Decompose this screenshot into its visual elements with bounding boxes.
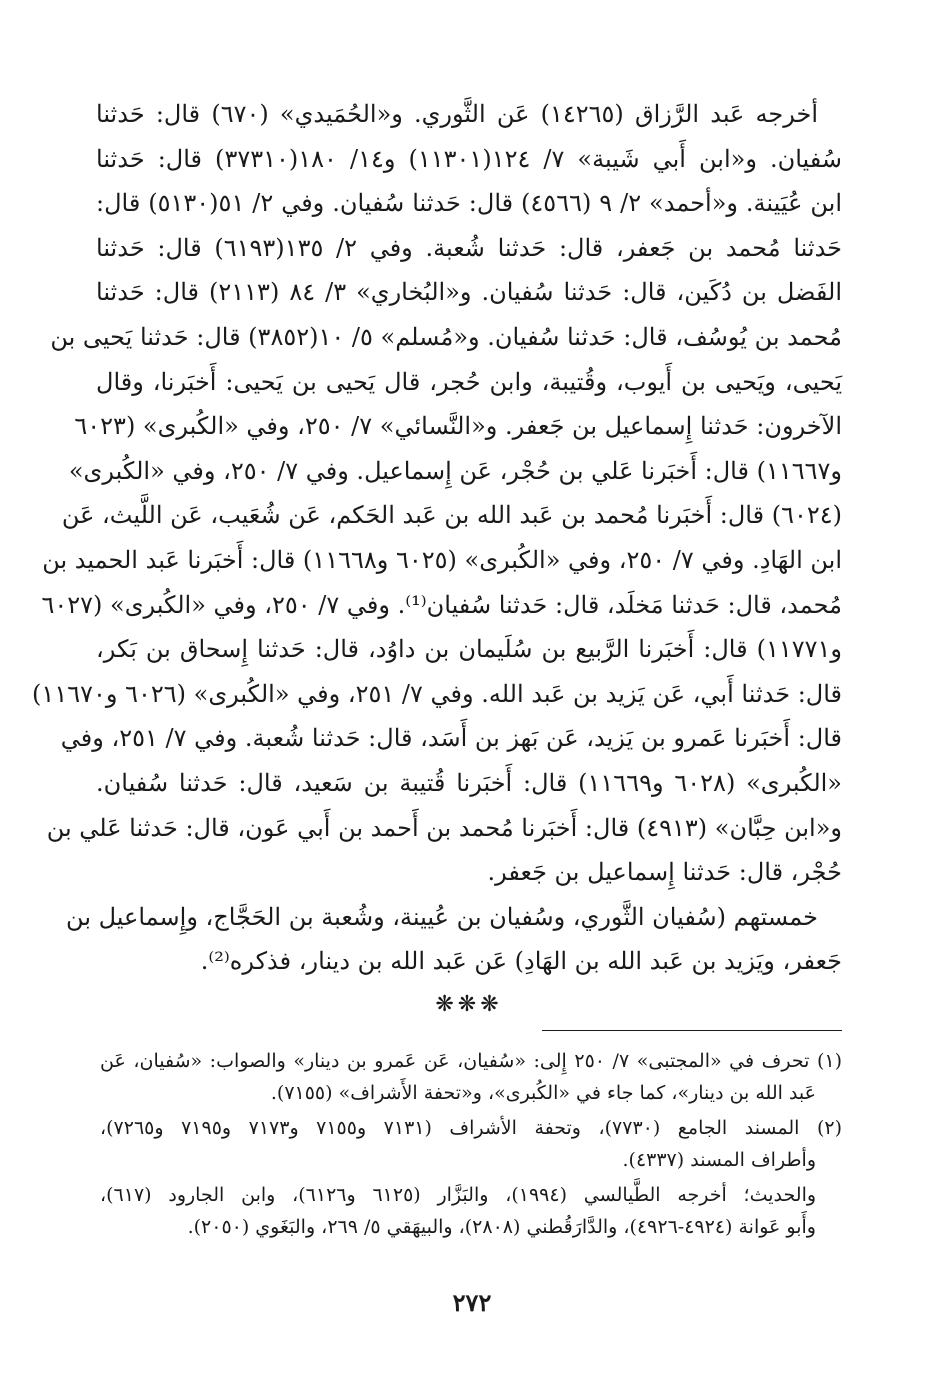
section-separator: ❋❋❋ bbox=[435, 991, 503, 1017]
footnote-1-line: عَبد الله بن دينار»، كما جاء في «الكُبرى»، و«تحفة الأَشراف» (٧١٥٥). bbox=[270, 1081, 816, 1104]
text-line: حُجْر، قال: حَدثنا إِسماعيل بن جَعفر. bbox=[487, 858, 842, 887]
footnotes-block bbox=[100, 1046, 842, 1243]
text-line: سُفيان. و«ابن أَبي شَيبة» ٧/ ١٢٤(١١٣٠١) و١٤/ ١٨٠(٣٧٣١٠) قال: حَدثنا bbox=[96, 144, 843, 173]
footnote-1-line: (١) تحرف في «المجتبى» ٧/ ٢٥٠ إِلى: «سُفيان، عَن عَمرو بن دينار» والصواب: «سُفيان، عَن bbox=[100, 1050, 842, 1072]
main-text-block bbox=[32, 92, 843, 1022]
footnote-2-hadith-line: وأَبو عَوانة (٤٩٢٤-٤٩٢٦)، والدَّارَقُطني (٢٨٠٨)، والبيهَقي ٥/ ٢٦٩، والبَغَوي (٢٠٥٠). bbox=[187, 1215, 816, 1238]
text-line: الفَضل بن دُكَين، قال: حَدثنا سُفيان. و«البُخاري» ٣/ ٨٤ (٢١١٣) قال: حَدثنا bbox=[96, 278, 842, 307]
text-line: حَدثنا مُحمد بن جَعفر، قال: حَدثنا شُعبة. وفي ٢/ ١٣٥(٦١٩٣) قال: حَدثنا bbox=[96, 233, 842, 262]
summary-line: جَعفر، ويَزيد بن عَبد الله بن الهَادِ) عَن عَبد الله بن دينار، فذكره⁽²⁾. bbox=[200, 947, 842, 976]
text-line: ابن عُيَينة. و«أحمد» ٢/ ٩ (٤٥٦٦) قال: حَدثنا سُفيان. وفي ٢/ ٥١(٥١٣٠) قال: bbox=[96, 189, 842, 218]
page-number: ٢٧٢ bbox=[452, 1288, 492, 1317]
footnote-2-line: وأطراف المسند (٤٣٣٧). bbox=[622, 1148, 816, 1171]
footnote-divider bbox=[542, 1030, 842, 1031]
text-line: و«ابن حِبَّان» (٤٩١٣) قال: أَخبَرنا مُحمد بن أَحمد بن أَبي عَون، قال: حَدثنا عَلي بن bbox=[46, 813, 842, 842]
text-line: قال: حَدثنا أَبي، عَن يَزيد بن عَبد الله. وفي ٧/ ٢٥١، وفي «الكُبرى» (٦٠٢٦ و١١٦٧٠) bbox=[32, 679, 842, 708]
text-line: مُحمد، قال: حَدثنا مَخلَد، قال: حَدثنا سُفيان⁽¹⁾. وفي ٧/ ٢٥٠، وفي «الكُبرى» (٦٠٢٧ bbox=[41, 590, 842, 619]
footnote-2-hadith-line: والحديث؛ أخرجه الطَّيالسي (١٩٩٤)، والبَزَّار (٦١٢٥ و٦١٢٦)، وابن الجارود (٦١٧)، bbox=[100, 1184, 817, 1206]
summary-line: خمستهم (سُفيان الثَّوري، وسُفيان بن عُيينة، وشُعبة بن الحَجَّاج، وإِسماعيل بن bbox=[66, 902, 818, 931]
text-line: قال: أَخبَرنا عَمرو بن يَزيد، عَن بَهز بن أَسَد، قال: حَدثنا شُعبة. وفي ٧/ ٢٥١، وفي bbox=[60, 724, 842, 753]
footnote-2-line: (٢) المسند الجامع (٧٧٣٠)، وتحفة الأشراف (٧١٣١ و٧١٥٥ و٧١٧٣ و٧١٩٥ و٧٢٦٥)، bbox=[100, 1117, 842, 1139]
text-line: «الكُبرى» (٦٠٢٨ و١١٦٦٩) قال: أَخبَرنا قُتيبة بن سَعيد، قال: حَدثنا سُفيان. bbox=[96, 768, 842, 797]
text-line: أخرجه عَبد الرَّزاق (١٤٢٦٥) عَن الثَّوري. و«الحُمَيدي» (٦٧٠) قال: حَدثنا bbox=[96, 100, 819, 128]
text-line: و١١٦٦٧) قال: أَخبَرنا عَلي بن حُجْر، عَن إِسماعيل. وفي ٧/ ٢٥٠، وفي «الكُبرى» bbox=[68, 456, 842, 485]
text-line: الآخرون: حَدثنا إِسماعيل بن جَعفر. و«النَّسائي» ٧/ ٢٥٠، وفي «الكُبرى» (٦٠٢٣ bbox=[74, 412, 842, 441]
text-line: مُحمد بن يُوسُف، قال: حَدثنا سُفيان. و«مُسلم» ٥/ ١٠(٣٨٥٢) قال: حَدثنا يَحيى بن bbox=[50, 322, 842, 351]
text-line: يَحيى، ويَحيى بن أَيوب، وقُتيبة، وابن حُجر، قال يَحيى بن يَحيى: أَخبَرنا، وقال bbox=[96, 367, 842, 396]
text-line: (٦٠٢٤) قال: أَخبَرنا مُحمد بن عَبد الله بن عَبد الحَكم، عَن شُعَيب، عَن اللَّيث، عَن bbox=[61, 501, 842, 530]
text-line: و١١٧٧١) قال: أَخبَرنا الرَّبيع بن سُلَيمان بن داوُد، قال: حَدثنا إِسحاق بن بَكر، bbox=[96, 635, 842, 664]
text-line: ابن الهَادِ. وفي ٧/ ٢٥٠، وفي «الكُبرى» (٦٠٢٥ و١١٦٦٨) قال: أَخبَرنا عَبد الحميد بن bbox=[42, 545, 842, 574]
